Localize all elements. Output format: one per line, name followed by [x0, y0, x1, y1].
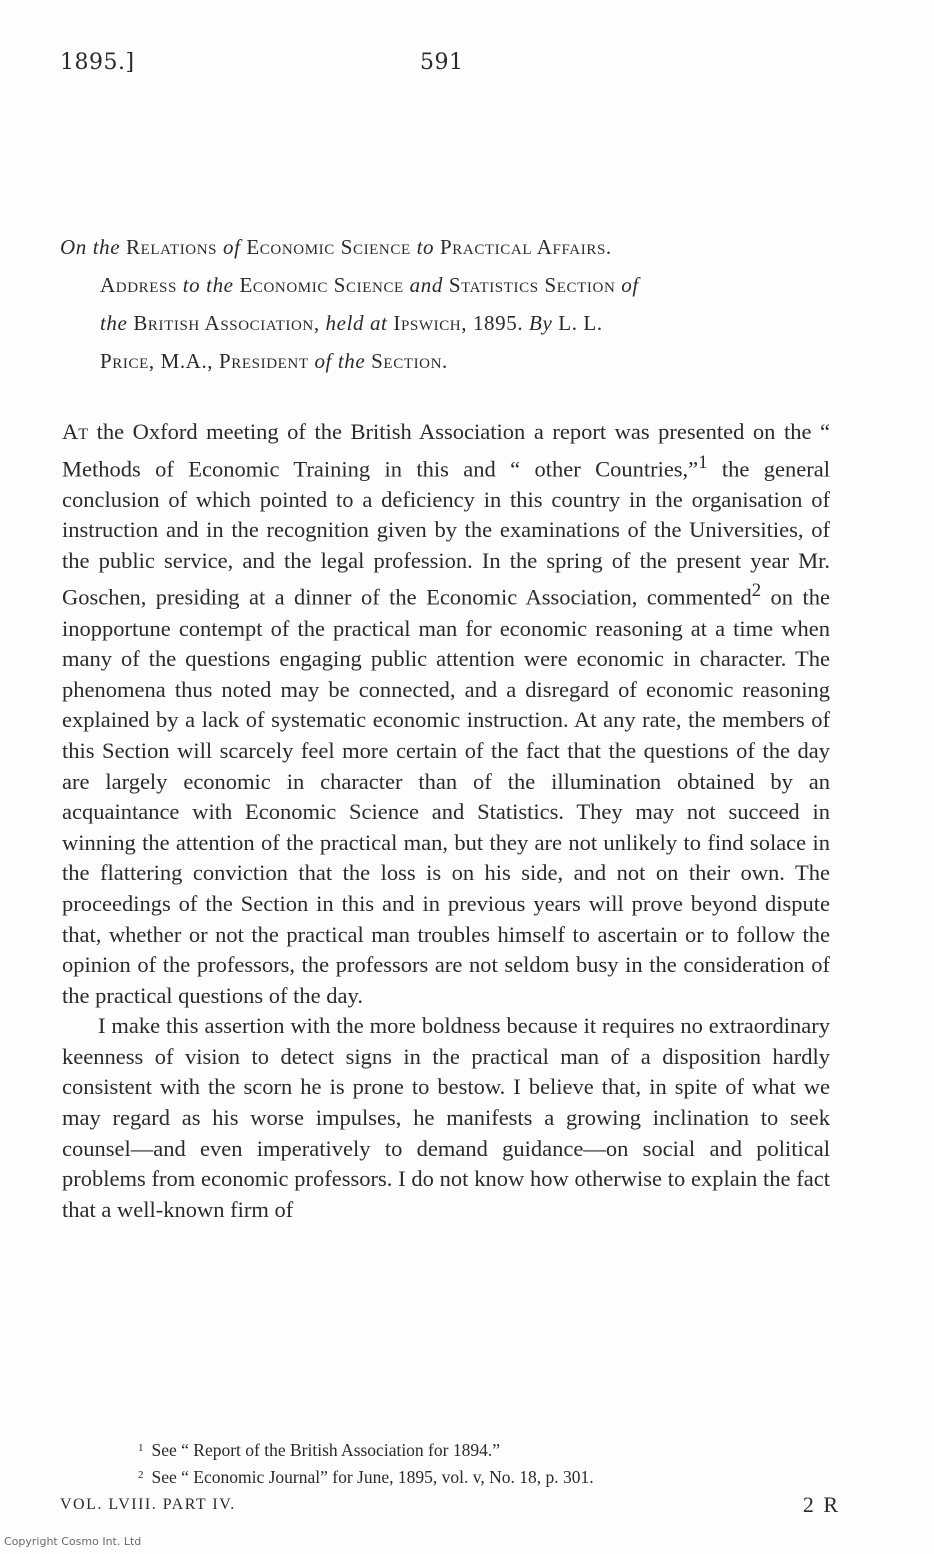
copyright-watermark: Copyright Cosmo Int. Ltd — [4, 1535, 142, 1548]
volume-part: VOL. LVIII. PART IV. — [60, 1496, 236, 1513]
title-line-4: Price, M.A., President of the Section. — [100, 349, 448, 373]
signature-mark: 2 R — [802, 1492, 840, 1517]
footnote-ref-1: 1 — [698, 451, 708, 473]
article-title — [60, 228, 850, 380]
title-line-2: Address to the Economic Science and Statistics Section of — [100, 273, 639, 297]
article-body — [62, 417, 830, 1225]
paragraph-opening: At — [62, 419, 89, 444]
running-head-year: 1895.] — [60, 50, 135, 75]
footnote-1: $^1$ See “ Report of the British Association for 1894.” — [138, 1440, 500, 1460]
paragraph-2: I make this assertion with the more boldness because it requires no extraordinary keenness of vision to detect signs in the practical man of a disposition hardly consistent with the scorn he is prone to bestow. I believe that, in spite of what we may regard as his worse impulses, he manifests a growing inclination to seek counsel—and even imperatively to demand guidance—on social and political problems from economic professors. I do not know how otherwise to explain the fact that a well-known firm of — [62, 1013, 830, 1222]
page-number: 591 — [420, 50, 464, 75]
title-line-1: On the Relations of Economic Science to Practical Affairs. — [60, 235, 612, 259]
footnote-2: $^2$ See “ Economic Journal” for June, 1895, vol. v, No. 18, p. 301. — [138, 1467, 594, 1487]
footnotes — [138, 1436, 838, 1490]
paragraph-1: At the Oxford meeting of the British Association a report was presented on the “ Methods of Economic Training in this and “ other Countries,”$^1$ the general conclusion of which pointed to a deficiency in this country in the organisation of instruction and in the recognition given by the examinations of the Universities, of the public service, and the legal profession. In the spring of the present year Mr. Goschen, presiding at a dinner of the Economic Association, commented$^2$ on the inopportune contempt of the practical man for economic reasoning at a time when many of the questions engaging public attention were economic in character. The phenomena thus noted may be connected, and a disregard of economic reasoning explained by a lack of systematic economic instruction. At any rate, the members of this Section will scarcely feel more certain of the fact that the questions of the day are largely economic in character than of the illumination obtained by an acquaintance with Economic Science and Statistics. They may not succeed in winning the attention of the practical man, but they are not unlikely to find solace in the flattering conviction that the loss is on his side, and not on their own. The proceedings of the Section in this and in previous years will prove beyond dispute that, whether or not the practical man troubles himself to ascertain or to follow the opinion of the professors, the professors are not seldom busy in the consideration of the practical questions of the day. — [62, 419, 831, 1008]
footnote-ref-2: 2 — [751, 580, 762, 602]
title-line-3: the British Association, held at Ipswich, 1895. By L. L. — [100, 311, 603, 335]
